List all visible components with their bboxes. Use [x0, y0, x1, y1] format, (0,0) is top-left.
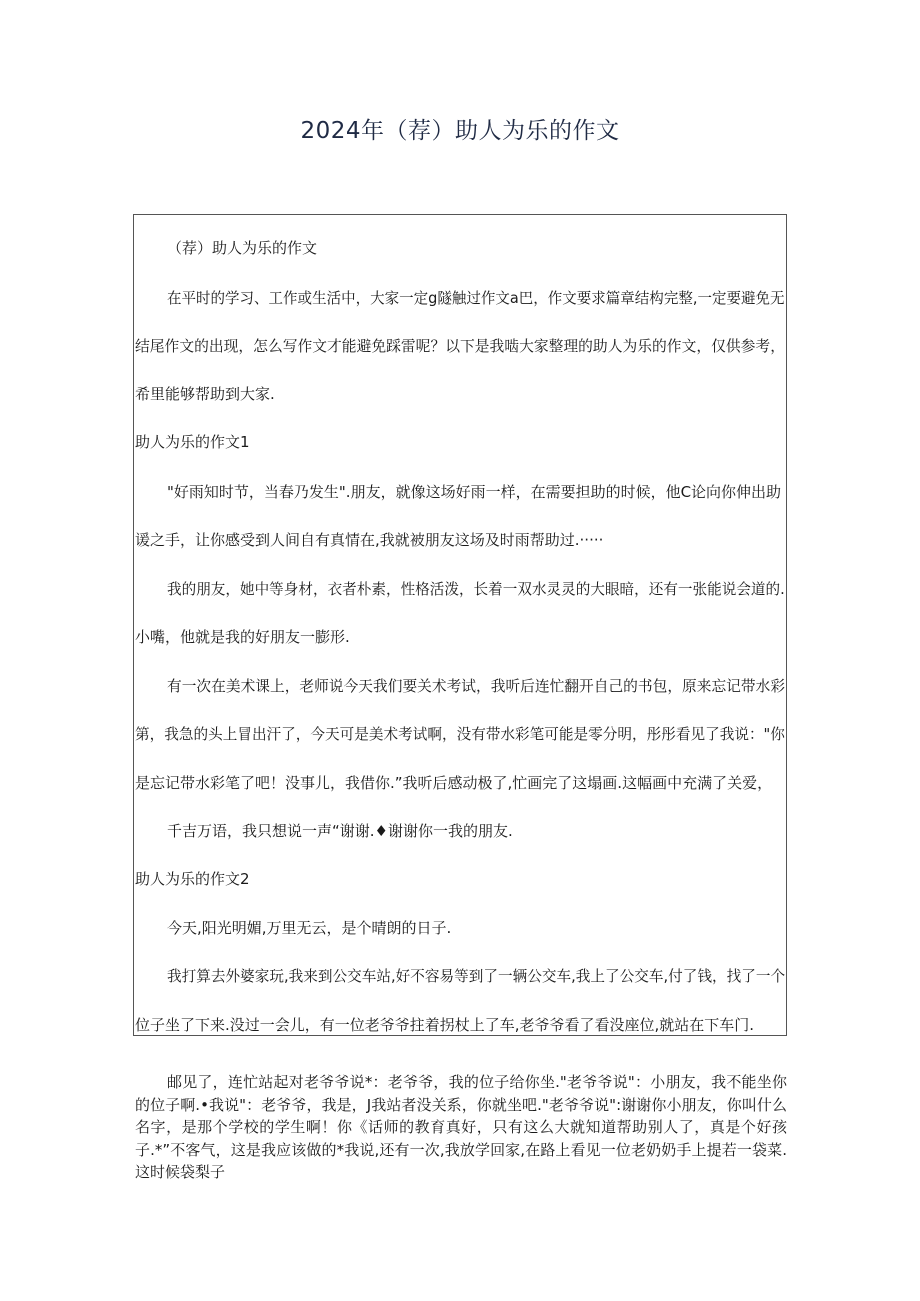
paragraph-line: 我打算去外婆家玩,我来到公交车站,好不容易等到了一辆公交车,我上了公交车,付了钱，找了一个 — [167, 967, 786, 985]
continuation-paragraph: 邮见了，连忙站起对老爷爷说*：老爷爷，我的位子给你坐."老爷爷说"：小朋友，我不能坐你的位子啊.•我说"：老爷爷，我是，J我站者没关系，你就坐吧."老爷爷说":谢谢你小朋友，你叫什么名字，是那个学校的学生啊！你《话师的教育真好，只有这么大就知道帮助别人了，真是个好孩子.*”不客气，这是我应该做的*我说,还有一次,我放学回家,在路上看见一位老奶奶手上提若一袋菜.这时候袋梨子 — [135, 1073, 787, 1181]
paragraph-line: 谖之手，让你感受到人间自有真情在,我就被朋友这场及时雨帮助过.····· — [135, 531, 604, 549]
paragraph-line: 在平时的学习、工作或生活中，大家一定g隧触过作文a巴，作文要求篇章结构完整,一定要避免无 — [167, 289, 785, 307]
paragraph-line: 位子坐了下来.没过一会儿，有一位老爷爷拄着拐杖上了车,老爷爷看了看没座位,就站在下车门. — [135, 1016, 755, 1034]
paragraph-line: 是忘记带水彩笔了吧！没事儿，我借你.”我听后感动极了,忙画完了这塌画.这幅画中充满了关爱， — [135, 774, 773, 792]
paragraph-line: 结尾作文的出现，怎么写作文才能避免踩雷呢？以下是我啮大家整理的助人为乐的作文，仅供参考， — [135, 337, 785, 355]
paragraph-line: 千吉万语，我只想说一声“谢谢.♦谢谢你一我的朋友. — [167, 822, 513, 840]
document-title: 2024年（荐）助人为乐的作文 — [300, 118, 620, 144]
paragraph-line: 我的朋友，她中等身材，衣者朴素，性格活泼，长着一双水灵灵的大眼暗，还有一张能说会道的. — [167, 580, 785, 598]
essay-heading: （荐）助人为乐的作文 — [167, 239, 318, 257]
section-heading-2: 助人为乐的作文2 — [135, 870, 250, 888]
paragraph-line: 希里能够帮助到大家. — [135, 385, 275, 403]
section-heading-1: 助人为乐的作文1 — [135, 433, 250, 451]
paragraph-line: 有一次在美术课上，老师说今天我们要关术考试，我听后连忙翻开自己的书包，原来忘记带水彩 — [167, 677, 786, 695]
paragraph-line: 今天,阳光明媚,万里无云，是个晴朗的日子. — [167, 919, 452, 937]
paragraph-line: 小嘴，他就是我的好朋友一膨形. — [135, 628, 350, 646]
paragraph-line: 第，我急的头上冒出汗了，今天可是美术考试啊，没有带水彩笔可能是零分明，彤彤看见了我说："你 — [135, 725, 785, 743]
paragraph-line: "好雨知时节，当春乃发生".朋友，就像这场好雨一样，在需要担助的时候，他C论向你伸出助 — [167, 483, 782, 501]
